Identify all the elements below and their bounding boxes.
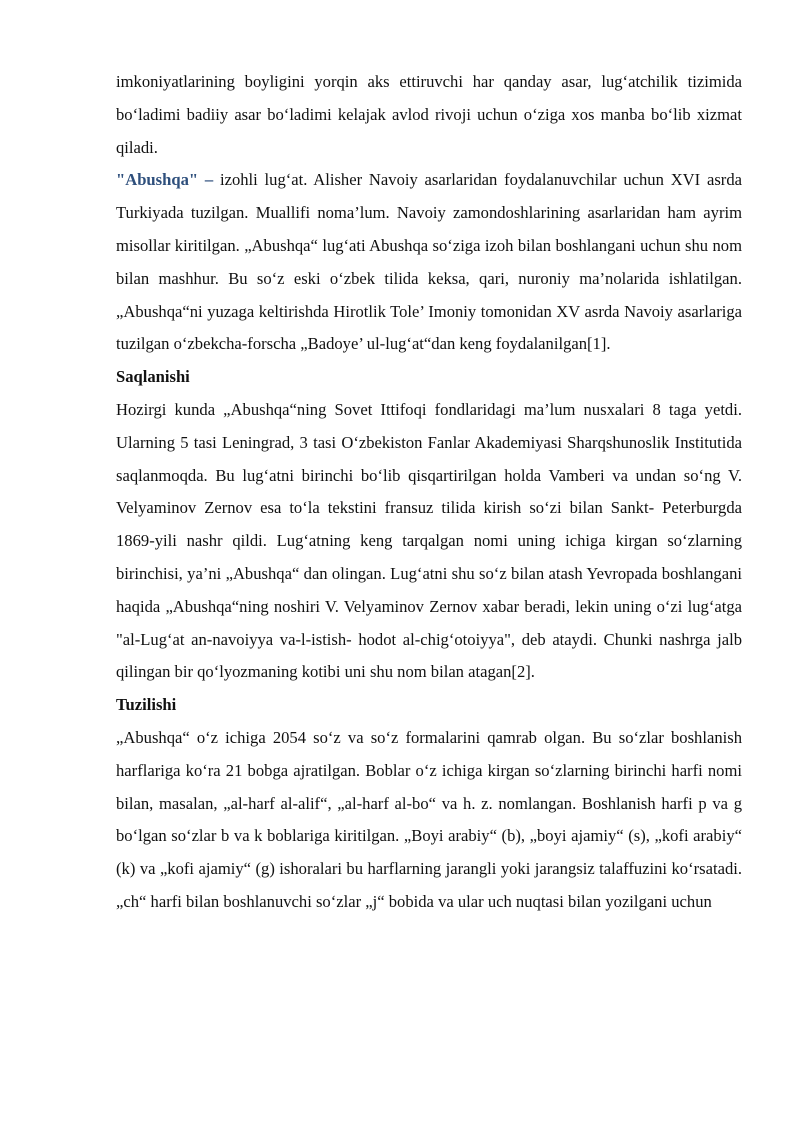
- section-heading-saqlanishi: Saqlanishi: [116, 367, 190, 387]
- intro-paragraph: imkoniyatlarining boyligini yorqin aks ettiruvchi har qanday asar, lug‘atchilik tizimida bo‘ladimi badiiy asar bo‘ladimi kelajak avlod rivoji uchun o‘ziga xos manba bo‘lib xizmat qiladi.: [116, 72, 742, 157]
- tuzilishi-paragraph: „Abushqa“ o‘z ichiga 2054 so‘z va so‘z formalarini qamrab olgan. Bu so‘zlar boshlanish harflariga ko‘ra 21 bobga ajratilgan. Boblar o‘z ichiga kirgan so‘zlarning birinchi harfi nomi bilan, masalan, „al-harf al-alif“, „al-harf al-bo“ va h. z. nomlangan. Boshlanish harfi p va g bo‘lgan so‘zlar b va k boblariga kiritilgan. „Boyi arabiy“ (b), „boyi ajamiy“ (s), „kofi arabiy“ (k) va „kofi ajamiy“ (g) ishoralari bu harflarning jarangli yoki jarangsiz talaffuzini ko‘rsatadi. „ch“ harfi bilan boshlanuvchi so‘zlar „j“ bobida va ular uch nuqtasi bilan yozilgani uchun: [116, 727, 742, 911]
- definition-text: izohli lug‘at. Alisher Navoiy asarlaridan foydalanuvchilar uchun XVI asrda Turkiyada tuzilgan. Muallifi noma’lum. Navoiy zamondoshlarining asarlaridan ham ayrim misollar kiritilgan. „Abushqa“ lug‘ati Abushqa so‘ziga izoh bilan boshlangani uchun shu nom bilan mashhur. Bu so‘z eski o‘zbek tilida keksa, qari, nuroniy ma’nolarida ishlatilgan. „Abushqa“ni yuzaga keltirishda Hirotlik Tole’ Imoniy tomonidan XV asrda Navoiy asarlariga tuzilgan o‘zbekcha-forscha „Badoye’ ul-lug‘at“dan keng foydalanilgan[1].: [116, 170, 742, 354]
- abushqa-definition-paragraph: [116, 164, 742, 361]
- term-abushqa: "Abushqa" –: [116, 170, 214, 190]
- saqlanishi-paragraph: Hozirgi kunda „Abushqa“ning Sovet Ittifoqi fondlaridagi ma’lum nusxalari 8 taga yetdi. Ularning 5 tasi Leningrad, 3 tasi O‘zbekiston Fanlar Akademiyasi Sharqshunoslik Institutida saqlanmoqda. Bu lug‘atni birinchi bo‘lib qisqartirilgan holda Vamberi va undan so‘ng V. Velyaminov Zernov esa to‘la tekstini fransuz tilida kirish so‘zi bilan Sankt- Peterburgda 1869-yili nashr qildi. Lug‘atning keng tarqalgan nomi uning ichiga kirgan so‘zlarning birinchisi, ya’ni „Abushqa“ dan olingan. Lug‘atni shu so‘z bilan atash Yevropada boshlangani haqida „Abushqa“ning noshiri V. Velyaminov Zernov xabar beradi, lekin uning o‘zi lug‘atga "al-Lug‘at an-navoiyya va-l-istish- hodot al-chig‘otoiyya", deb ataydi. Chunki nashrga jalb qilingan bir qo‘lyozmaning kotibi uni shu nom bilan atagan[2].: [116, 399, 742, 682]
- section-heading-tuzilishi: Tuzilishi: [116, 695, 177, 715]
- document-page: [116, 66, 742, 919]
